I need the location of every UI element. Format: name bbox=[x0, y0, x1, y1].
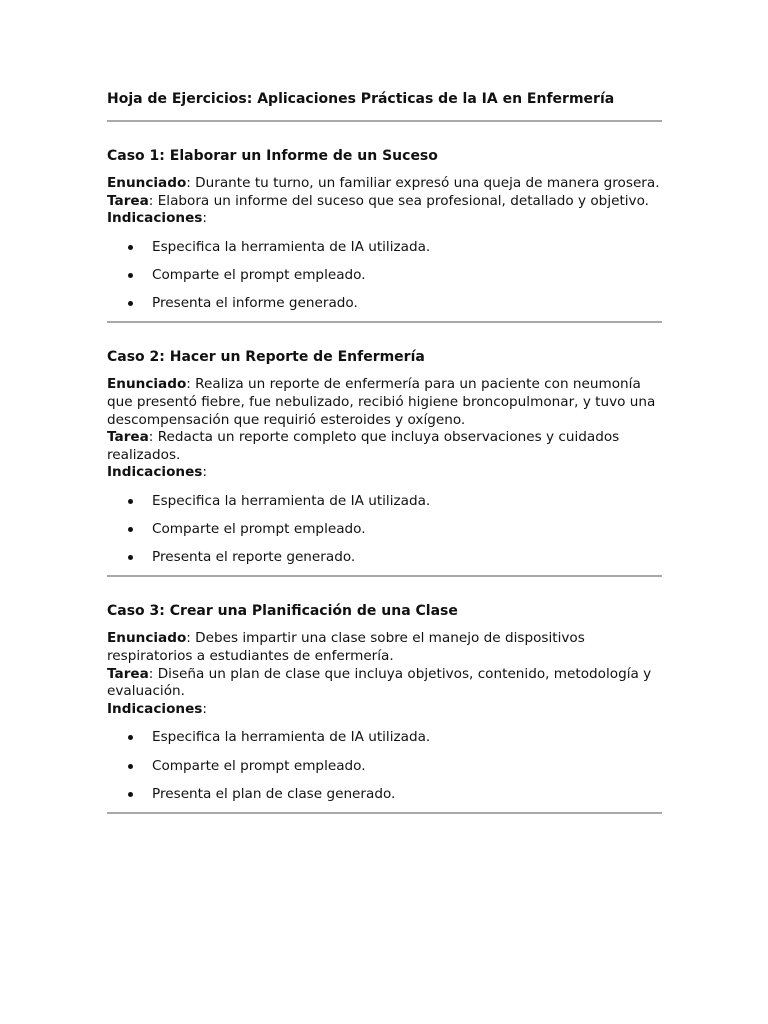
bullet-icon bbox=[128, 301, 133, 306]
tarea-text: : Elabora un informe del suceso que sea profesional, detallado y objetivo. bbox=[148, 192, 650, 209]
list-item-text: Especifica la herramienta de IA utilizada. bbox=[152, 238, 431, 255]
case-2 bbox=[107, 347, 662, 577]
case-divider bbox=[107, 812, 662, 814]
enunciado-label: Enunciado bbox=[107, 175, 187, 191]
tarea-label: Tarea bbox=[107, 665, 149, 682]
bullet-icon bbox=[128, 764, 133, 769]
enunciado-label: Enunciado bbox=[107, 376, 187, 393]
indicaciones-label: Indicaciones bbox=[107, 464, 203, 481]
case-title: Caso 3: Crear una Planificación de una Clase bbox=[107, 603, 458, 620]
enunciado-label: Enunciado bbox=[107, 630, 187, 647]
indicaciones-suffix: : bbox=[202, 464, 207, 481]
list-item-text: Especifica la herramienta de IA utilizada. bbox=[152, 729, 431, 746]
indicaciones-label: Indicaciones bbox=[107, 700, 203, 717]
tarea-label: Tarea bbox=[107, 429, 149, 446]
list-item-text: Presenta el reporte generado. bbox=[152, 549, 356, 566]
list-item bbox=[107, 784, 662, 804]
case-divider bbox=[107, 321, 662, 323]
enunciado-paragraph bbox=[107, 376, 662, 429]
bullet-icon bbox=[128, 735, 133, 740]
tarea-paragraph bbox=[107, 193, 662, 211]
case-title: Caso 2: Hacer un Reporte de Enfermería bbox=[107, 349, 425, 366]
enunciado-text: : Durante tu turno, un familiar expresó una queja de manera grosera. bbox=[186, 175, 660, 191]
list-item bbox=[107, 265, 662, 285]
case-1 bbox=[107, 146, 662, 323]
case-3 bbox=[107, 601, 662, 814]
list-item bbox=[107, 727, 662, 747]
enunciado-paragraph bbox=[107, 630, 662, 665]
list-item-text: Presenta el plan de clase generado. bbox=[152, 785, 396, 802]
tarea-paragraph bbox=[107, 666, 662, 701]
indicaciones-list bbox=[107, 491, 662, 567]
list-item-text: Comparte el prompt empleado. bbox=[152, 521, 366, 538]
list-item bbox=[107, 547, 662, 567]
list-item bbox=[107, 293, 662, 313]
tarea-text: : Redacta un reporte completo que incluya observaciones y cuidados realizados. bbox=[107, 429, 620, 463]
list-item bbox=[107, 491, 662, 511]
indicaciones-paragraph bbox=[107, 464, 662, 482]
list-item bbox=[107, 519, 662, 539]
case-divider bbox=[107, 575, 662, 577]
indicaciones-list bbox=[107, 727, 662, 803]
title-divider bbox=[107, 120, 662, 122]
indicaciones-suffix: : bbox=[202, 210, 207, 227]
tarea-label: Tarea bbox=[107, 192, 149, 209]
list-item-text: Comparte el prompt empleado. bbox=[152, 757, 366, 774]
bullet-icon bbox=[128, 555, 133, 560]
enunciado-paragraph bbox=[107, 175, 662, 193]
list-item bbox=[107, 237, 662, 257]
tarea-text: : Diseña un plan de clase que incluya objetivos, contenido, metodología y evaluación. bbox=[107, 665, 652, 700]
indicaciones-label: Indicaciones bbox=[107, 210, 203, 227]
indicaciones-paragraph bbox=[107, 210, 662, 228]
document-page bbox=[107, 89, 662, 814]
enunciado-text: : Debes impartir una clase sobre el manejo de dispositivos respiratorios a estudiantes de enfermería. bbox=[107, 630, 585, 665]
list-item-text: Especifica la herramienta de IA utilizada. bbox=[152, 492, 431, 509]
bullet-icon bbox=[128, 499, 133, 504]
indicaciones-suffix: : bbox=[202, 700, 207, 717]
enunciado-text: : Realiza un reporte de enfermería para un paciente con neumonía que presentó fiebre, fue nebulizado, recibió higiene broncopulmonar, y tuvo una descompensación que requirió esteroides y oxígeno. bbox=[107, 376, 656, 428]
list-item bbox=[107, 756, 662, 776]
list-item-text: Presenta el informe generado. bbox=[152, 295, 358, 312]
document-title: Hoja de Ejercicios: Aplicaciones Prácticas de la IA en Enfermería bbox=[107, 91, 615, 107]
indicaciones-paragraph bbox=[107, 701, 662, 719]
bullet-icon bbox=[128, 273, 133, 278]
bullet-icon bbox=[128, 792, 133, 797]
list-item-text: Comparte el prompt empleado. bbox=[152, 266, 366, 283]
bullet-icon bbox=[128, 245, 133, 250]
indicaciones-list bbox=[107, 237, 662, 313]
case-title: Caso 1: Elaborar un Informe de un Suceso bbox=[107, 148, 438, 164]
bullet-icon bbox=[128, 527, 133, 532]
tarea-paragraph bbox=[107, 429, 662, 464]
